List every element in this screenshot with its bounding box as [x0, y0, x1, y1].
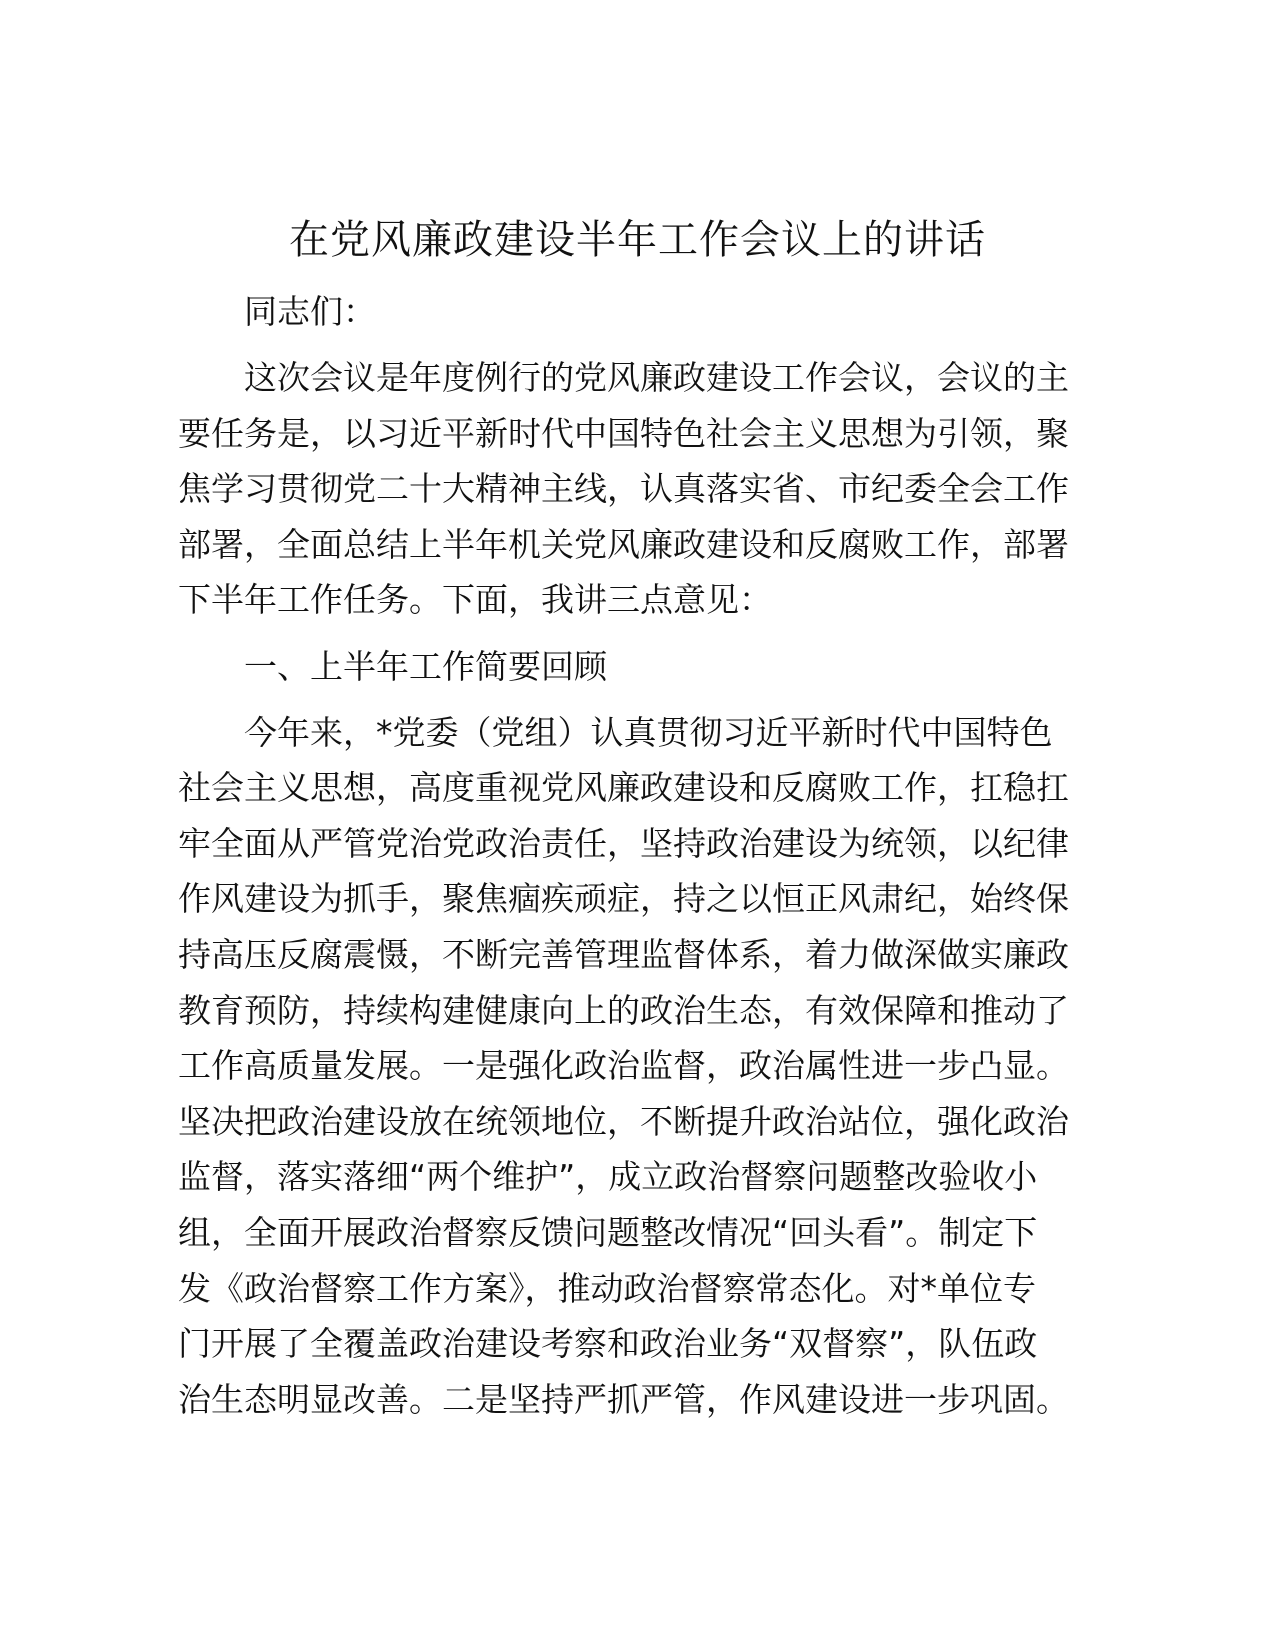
paragraph — [178, 639, 1035, 695]
text-line: 同志们： — [244, 292, 376, 331]
text-line: 坚决把政治建设放在统领地位，不断提升政治站位，强化政治 — [178, 1101, 1069, 1141]
paragraph — [178, 350, 1069, 628]
text-line: 下半年工作任务。下面，我讲三点意见： — [178, 580, 772, 620]
text-line: 作风建设为抓手，聚焦痼疾顽症，持之以恒正风肃纪，始终保 — [178, 879, 1069, 919]
text-line: 教育预防，持续构建健康向上的政治生态，有效保障和推动了 — [178, 990, 1069, 1030]
text-line: 一、上半年工作简要回顾 — [244, 646, 607, 686]
text-line: 部署，全面总结上半年机关党风廉政建设和反腐败工作，部署 — [178, 524, 1069, 564]
text-line: 组，全面开展政治督察反馈问题整改情况“回头看”。制定下 — [178, 1213, 1038, 1252]
text-line: 发《政治督察工作方案》，推动政治督察常态化。对*单位专 — [178, 1268, 1036, 1308]
paragraph — [178, 705, 1069, 1428]
text-line: 今年来，*党委（党组）认真贯彻习近平新时代中国特色 — [244, 712, 1053, 752]
document-title: 在党风廉政建设半年工作会议上的讲话 — [289, 217, 986, 263]
text-line: 要任务是，以习近平新时代中国特色社会主义思想为引领，聚 — [178, 413, 1069, 453]
text-line: 持高压反腐震慑，不断完善管理监督体系，着力做深做实廉政 — [178, 935, 1069, 975]
text-line: 门开展了全覆盖政治建设考察和政治业务“双督察”，队伍政 — [178, 1324, 1038, 1364]
text-line: 社会主义思想，高度重视党风廉政建设和反腐败工作，扛稳扛 — [178, 768, 1069, 808]
text-line: 牢全面从严管党治党政治责任，坚持政治建设为统领，以纪律 — [178, 823, 1069, 863]
text-line: 治生态明显改善。二是坚持严抓严管，作风建设进一步巩固。 — [178, 1379, 1069, 1419]
text-line: 监督，落实落细“两个维护”，成立政治督察问题整改验收小 — [178, 1157, 1038, 1197]
text-line: 这次会议是年度例行的党风廉政建设工作会议，会议的主 — [244, 358, 1069, 398]
text-line: 工作高质量发展。一是强化政治监督，政治属性进一步凸显。 — [178, 1046, 1069, 1086]
text-line: 焦学习贯彻党二十大精神主线，认真落实省、市纪委全会工作 — [178, 469, 1069, 509]
document-body — [178, 284, 1069, 1438]
paragraph — [178, 284, 1035, 340]
